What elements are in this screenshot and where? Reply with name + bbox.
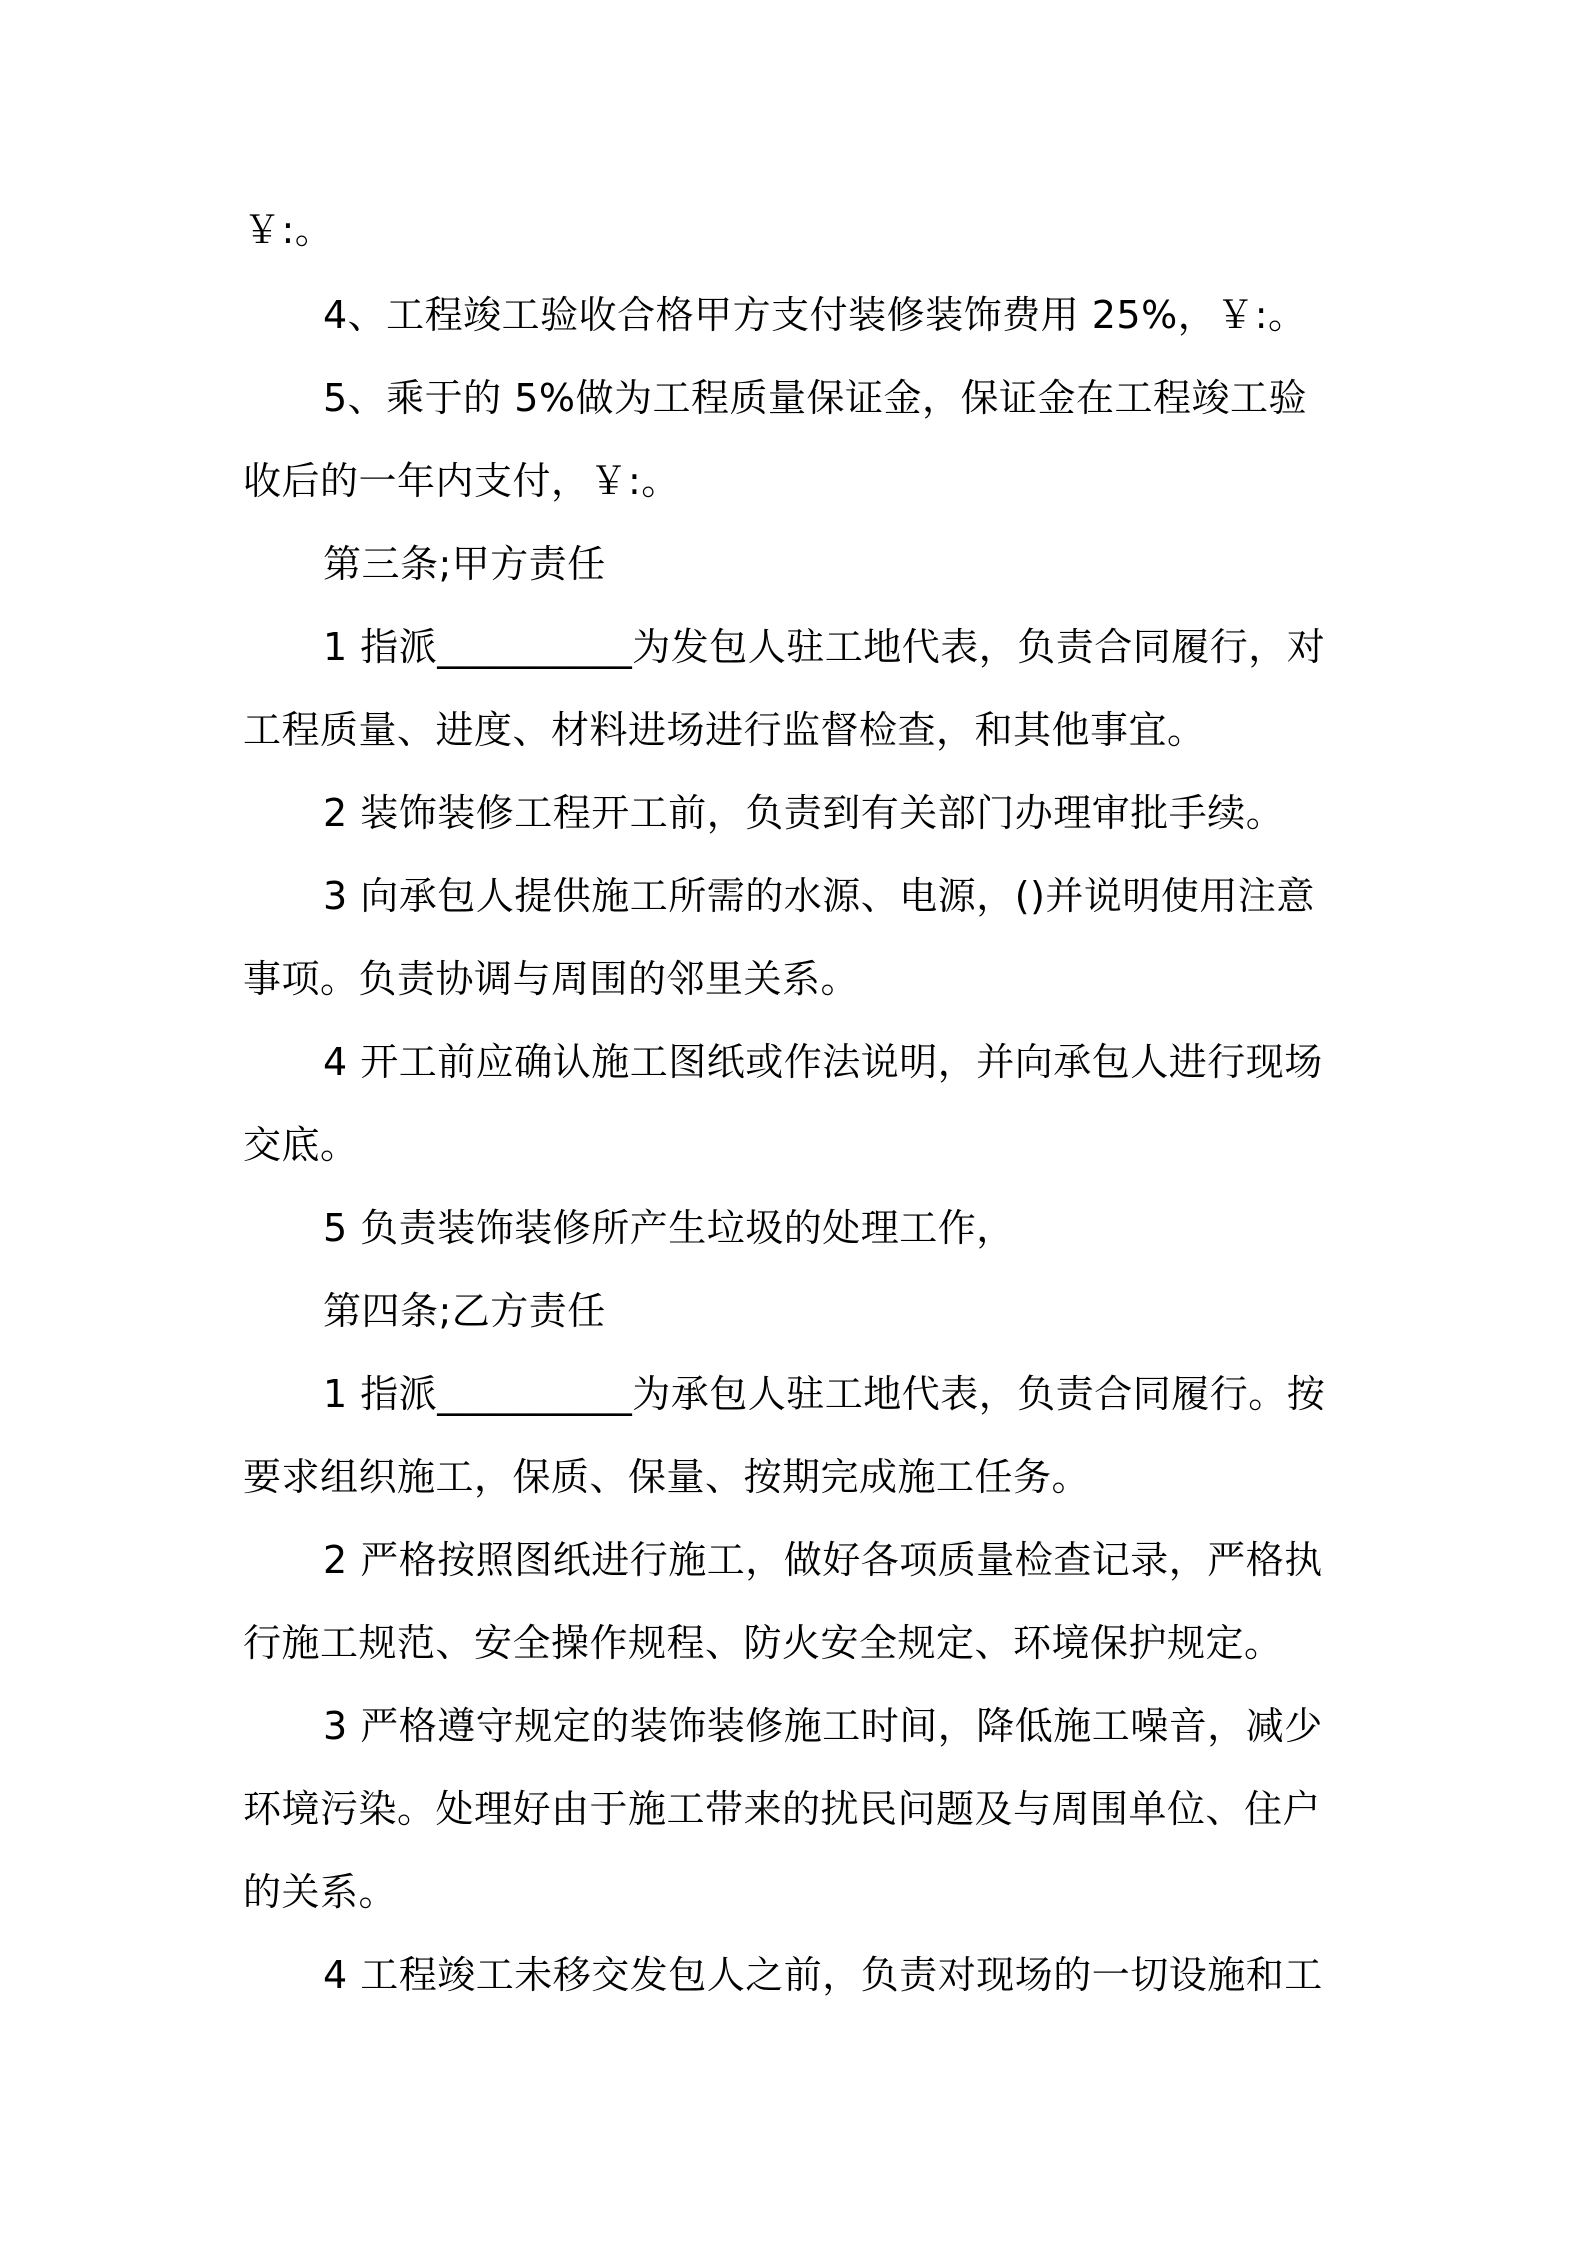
text-line: 4、工程竣工验收合格甲方支付装修装饰费用 25%，￥:。: [323, 293, 1307, 337]
text-line: 4 工程竣工未移交发包人之前，负责对现场的一切设施和工: [323, 1953, 1323, 1997]
text-line: 行施工规范、安全操作规程、防火安全规定、环境保护规定。: [243, 1621, 1283, 1665]
text-line: 2 装饰装修工程开工前，负责到有关部门办理审批手续。: [323, 791, 1285, 835]
text-line: 收后的一年内支付，￥:。: [243, 459, 680, 503]
text-line: 5 负责装饰装修所产生垃圾的处理工作，: [323, 1206, 1015, 1250]
text-line: 4 开工前应确认施工图纸或作法说明，并向承包人进行现场: [323, 1040, 1323, 1084]
text-line: 2 严格按照图纸进行施工，做好各项质量检查记录，严格执: [323, 1538, 1323, 1582]
text-line: 1 指派__________为发包人驻工地代表，负责合同履行，对: [323, 625, 1326, 669]
section-heading: 第四条;乙方责任: [323, 1289, 606, 1333]
text-line: 3 严格遵守规定的装饰装修施工时间，降低施工噪音，减少: [323, 1704, 1323, 1748]
text-line: 要求组织施工，保质、保量、按期完成施工任务。: [243, 1455, 1091, 1499]
section-heading: 第三条;甲方责任: [323, 542, 606, 586]
text-line: 1 指派__________为承包人驻工地代表，负责合同履行。按: [323, 1372, 1326, 1416]
text-line: 工程质量、进度、材料进场进行监督检查，和其他事宜。: [243, 708, 1206, 752]
text-line: 环境污染。处理好由于施工带来的扰民问题及与周围单位、住户: [243, 1787, 1322, 1831]
text-line: ￥:。: [243, 208, 334, 252]
text-line: 的关系。: [243, 1870, 398, 1914]
text-line: 事项。负责协调与周围的邻里关系。: [243, 957, 860, 1001]
text-line: 交底。: [243, 1123, 359, 1167]
text-line: 5、乘于的 5%做为工程质量保证金，保证金在工程竣工验: [323, 376, 1308, 420]
text-line: 3 向承包人提供施工所需的水源、电源，()并说明使用注意: [323, 874, 1315, 918]
